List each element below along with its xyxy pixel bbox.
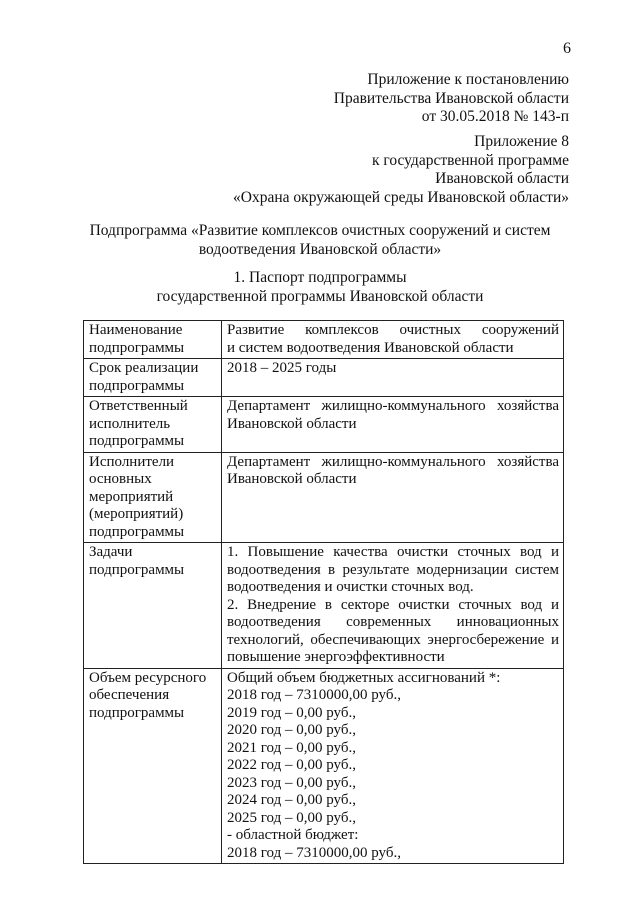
passport-title [71,269,569,306]
row-value-line: 2024 год – 0,00 руб., [227,792,356,808]
row-value-cell [222,397,564,453]
row-value-line: водоотведения в результате модернизации систем [227,561,559,578]
row-label-line: подпрограммы [89,377,185,394]
row-label-line: подпрограммы [89,523,185,540]
row-value-cell [222,452,564,543]
row-label-line: подпрограммы [89,339,185,356]
row-value-line: 2018 год – 7310000,00 руб., [227,687,401,703]
row-value-line: Департамент жилищно-коммунального хозяйства [227,453,559,470]
row-label-line: Исполнители [89,453,175,470]
appendix-to-resolution [149,71,569,127]
appendix-resolution-line: от 30.05.2018 № 143-п [421,108,569,125]
subprogram-title-line: водоотведения Ивановской области» [198,240,442,258]
appendix-to-program [149,133,569,207]
page-number: 6 [563,40,571,57]
table-row [84,452,564,543]
row-value-line: 2022 год – 0,00 руб., [227,757,356,773]
table-row [84,321,564,359]
row-label-cell [84,452,222,543]
row-label-line: Объем ресурсного [89,669,207,686]
table-row [84,397,564,453]
row-label-line: подпрограммы [89,561,185,578]
row-value-line: 2018 год – 7310000,00 руб., [227,844,401,861]
row-label-cell [84,668,222,864]
row-value-cell [222,321,564,359]
row-label-line: обеспечения [89,687,170,703]
row-label-line: подпрограммы [89,704,185,721]
table-row [84,668,564,864]
row-value-line: Ивановской области [227,471,357,487]
row-value-cell [222,668,564,864]
appendix-resolution-line: Приложение к постановлению [367,71,569,88]
row-value-line: 2020 год – 0,00 руб., [227,722,356,738]
appendix-resolution-line: Правительства Ивановской области [333,89,569,107]
row-value-cell [222,359,564,397]
row-value-cell [222,543,564,669]
passport-table [83,320,564,864]
row-value-line: - областной бюджет: [227,827,359,843]
row-value-line: водоотведения современных инновационных [227,614,559,630]
row-label-line: Наименование [89,322,183,338]
row-label-line: Ответственный [89,398,188,414]
row-label-cell [84,397,222,453]
row-value-line: 2021 год – 0,00 руб., [227,739,356,756]
row-label-cell [84,359,222,397]
passport-title-line: государственной программы Ивановской области [156,287,484,305]
row-label-line: (мероприятий) [89,506,184,522]
passport-table-body [84,321,564,864]
row-value-line: 2. Внедрение в секторе очистки сточных вод и [227,596,559,613]
appendix-program-line: к государственной программе [371,151,569,169]
row-label-line: исполнитель [89,415,171,432]
row-label-cell [84,321,222,359]
row-value-line: 2018 – 2025 годы [227,360,337,376]
row-value-line: Развитие комплексов очистных сооружений [227,322,559,338]
passport-title-line: 1. Паспорт подпрограммы [233,269,407,286]
row-value-line: водоотведения и очистки сточных вод. [227,579,474,595]
row-label-line: Срок реализации [89,360,199,376]
row-value-line: 2025 год – 0,00 руб., [227,809,356,826]
appendix-program-line: «Охрана окружающей среды Ивановской области» [233,188,569,206]
row-label-line: подпрограммы [89,433,185,449]
appendix-program-line: Приложение 8 [474,133,569,150]
row-label-line: мероприятий [89,488,174,505]
row-value-line: 1. Повышение качества очистки сточных вод и [227,544,559,560]
row-value-line: 2023 год – 0,00 руб., [227,774,356,791]
table-row [84,543,564,669]
subprogram-title-line: Подпрограмма «Развитие комплексов очистных сооружений и систем [89,222,551,239]
row-value-line: Ивановской области [227,415,357,432]
row-label-line: Задачи [89,544,133,560]
row-value-line: 2019 год – 0,00 руб., [227,704,356,721]
row-value-line: технологий, обеспечивающих энергосбережение и [227,631,559,648]
row-label-line: основных [89,471,152,487]
row-value-line: Общий объем бюджетных ассигнований *: [227,669,501,686]
table-row [84,359,564,397]
row-value-line: Департамент жилищно-коммунального хозяйства [227,398,559,414]
subprogram-title [71,222,569,259]
row-value-line: и систем водоотведения Ивановской области [227,339,514,356]
row-label-cell [84,543,222,669]
row-value-line: повышение энергоэффективности [227,649,445,665]
appendix-program-line: Ивановской области [435,170,569,187]
